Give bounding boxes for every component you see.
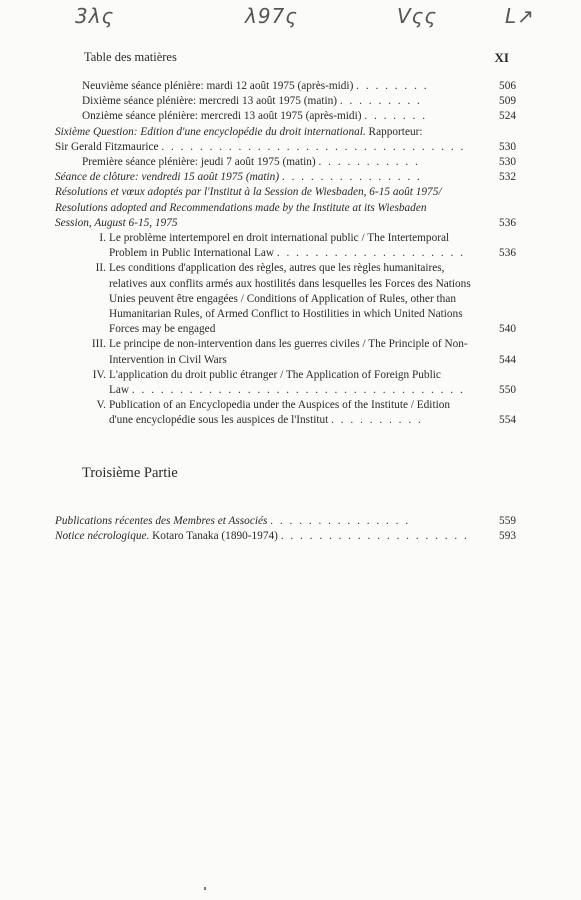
toc-entry: Dixième séance plénière: mercredi 13 août 1975 (matin) . . . . . . . . . 509 — [82, 95, 516, 108]
toc-entry: Publications récentes des Membres et Associés . . . . . . . . . . . . . . . 559 — [55, 515, 516, 527]
toc-entry-question: Sixième Question: Edition d'une encyclopédie du droit international. Rapporteur: Sir Gerald Fitzmaurice . . . . . . . . . . . . . . . . . . . . . . . . . . . . . . . . 530 — [55, 125, 516, 153]
running-header — [78, 50, 509, 66]
toc-entry: Séance de clôture: vendredi 15 août 1975 (matin) . . . . . . . . . . . . . . . 532 — [55, 171, 516, 184]
toc-entry: Neuvième séance plénière: mardi 12 août 1975 (après-midi) . . . . . . . . 506 — [82, 80, 516, 92]
toc-entry: Onzième séance plénière: mercredi 13 août 1975 (après-midi) . . . . . . . 524 — [82, 110, 516, 123]
resolution-item: IV. L'application du droit public étranger / The Application of Foreign Public Law . . . . . . . . . . . . . . . . . . . . . . . . . . . . . . . . . . . 550 — [92, 368, 516, 397]
resolution-item: II. Les conditions d'application des règles, autres que les règles humanitaires, relatives aux conflits armés aux hostilités dans lesquelles les Forces des Nations Unies peuvent être engagées / Conditions of Application of Rules, other than Humanitarian Rules, of Armed Conflict to Hostilities in which United Nations Forces may be engaged 540 — [95, 262, 516, 336]
resolution-item: I. Le problème intertemporel en droit international public / The Intertemporal Problem in Public International Law . . . . . . . . . . . . . . . . . . . . 536 — [99, 232, 516, 260]
handwritten-note-1: 3λς — [75, 4, 115, 28]
part-title: Troisième Partie — [82, 465, 178, 481]
handwritten-note-4: L↗ — [505, 4, 535, 28]
toc-entry-resolutions: Résolutions et vœux adoptés par l'Institut à la Session de Wiesbaden, 6-15 août 1975/ Resolutions adopted and Recommendations made by the Institute at its Wiesbaden Session, August 6-15, 1975 536 — [55, 186, 516, 229]
resolution-item: III. Le principe de non-intervention dans les guerres civiles / The Principle of Non- Intervention in Civil Wars 544 — [91, 338, 516, 366]
header-title: Table des matières — [84, 50, 177, 64]
toc-entry: Notice nécrologique. Kotaro Tanaka (1890-1974) . . . . . . . . . . . . . . . . . . . . 593 — [55, 530, 516, 543]
table-of-contents — [55, 79, 516, 429]
header-page-number: XI — [494, 50, 509, 65]
handwritten-note-2: λ97ς — [245, 4, 299, 28]
part-contents — [55, 514, 516, 544]
handwritten-note-3: Vςς — [397, 4, 438, 28]
toc-entry: Première séance plénière: jeudi 7 août 1975 (matin) . . . . . . . . . . . 530 — [82, 156, 516, 169]
resolution-item: V. Publication of an Encyclopedia under the Auspices of the Institute / Edition d'une encyclopédie sous les auspices de l'Institut . . . . . . . . . . 554 — [96, 399, 516, 427]
page-speck — [204, 887, 206, 890]
